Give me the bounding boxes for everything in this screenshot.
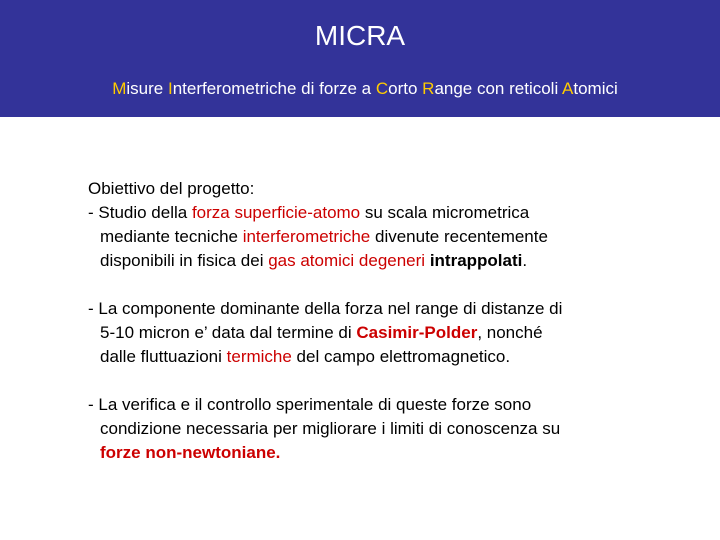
- text-line: [88, 441, 688, 465]
- text-line: [88, 297, 688, 321]
- highlighted-term: interferometriche: [242, 227, 371, 246]
- subtitle-acronym-letter: C: [375, 79, 389, 98]
- text-run: .: [522, 251, 528, 270]
- text-line: [88, 249, 688, 273]
- subtitle-acronym-letter: I: [167, 79, 173, 98]
- bold-term: intrappolati: [429, 251, 523, 270]
- subtitle-text: ange con reticoli: [434, 79, 563, 98]
- text-line: [88, 321, 688, 345]
- subtitle-text: tomici: [573, 79, 618, 98]
- text-run: mediante tecniche: [100, 227, 243, 246]
- subtitle-text: isure: [126, 79, 168, 98]
- highlighted-term: gas atomici degeneri: [268, 251, 426, 270]
- text-line: [88, 225, 688, 249]
- text-run: - La verifica e il controllo sperimentale di queste forze sono: [88, 395, 532, 414]
- text-run: divenute recentemente: [370, 227, 548, 246]
- highlighted-term: forze non-newtoniane.: [100, 443, 281, 462]
- slide-title: MICRA: [314, 20, 406, 51]
- text-run: 5-10 micron e’ data dal termine di: [100, 323, 357, 342]
- text-line: [88, 393, 688, 417]
- text-run: del campo elettromagnetico.: [291, 347, 511, 366]
- subtitle-acronym-letter: R: [422, 79, 435, 98]
- slide-body: [88, 177, 688, 489]
- text-line: [88, 201, 688, 225]
- text-run: - La componente dominante della forza nel range di distanze di: [88, 299, 563, 318]
- subtitle-text: nterferometriche di forze a: [172, 79, 376, 98]
- text-run: su scala micrometrica: [360, 203, 530, 222]
- slide-subtitle: [0, 79, 720, 99]
- text-line: [88, 345, 688, 369]
- text-run: condizione necessaria per migliorare i limiti di conoscenza su: [100, 419, 561, 438]
- text-run: , nonché: [477, 323, 543, 342]
- highlighted-term: forza superficie-atomo: [191, 203, 361, 222]
- text-run: - Studio della: [88, 203, 192, 222]
- slide-header: [0, 0, 720, 117]
- subtitle-text: orto: [388, 79, 423, 98]
- paragraph: [88, 393, 688, 465]
- subtitle-acronym-letter: A: [562, 79, 574, 98]
- paragraph: [88, 297, 688, 369]
- text-run: disponibili in fisica dei: [100, 251, 269, 270]
- paragraph: [88, 177, 688, 273]
- subtitle-acronym-letter: M: [112, 79, 127, 98]
- text-line: [88, 177, 688, 201]
- highlighted-term: Casimir-Polder: [356, 323, 478, 342]
- text-line: [88, 417, 688, 441]
- text-run: Obiettivo del progetto:: [88, 179, 255, 198]
- highlighted-term: termiche: [226, 347, 292, 366]
- text-run: dalle fluttuazioni: [100, 347, 227, 366]
